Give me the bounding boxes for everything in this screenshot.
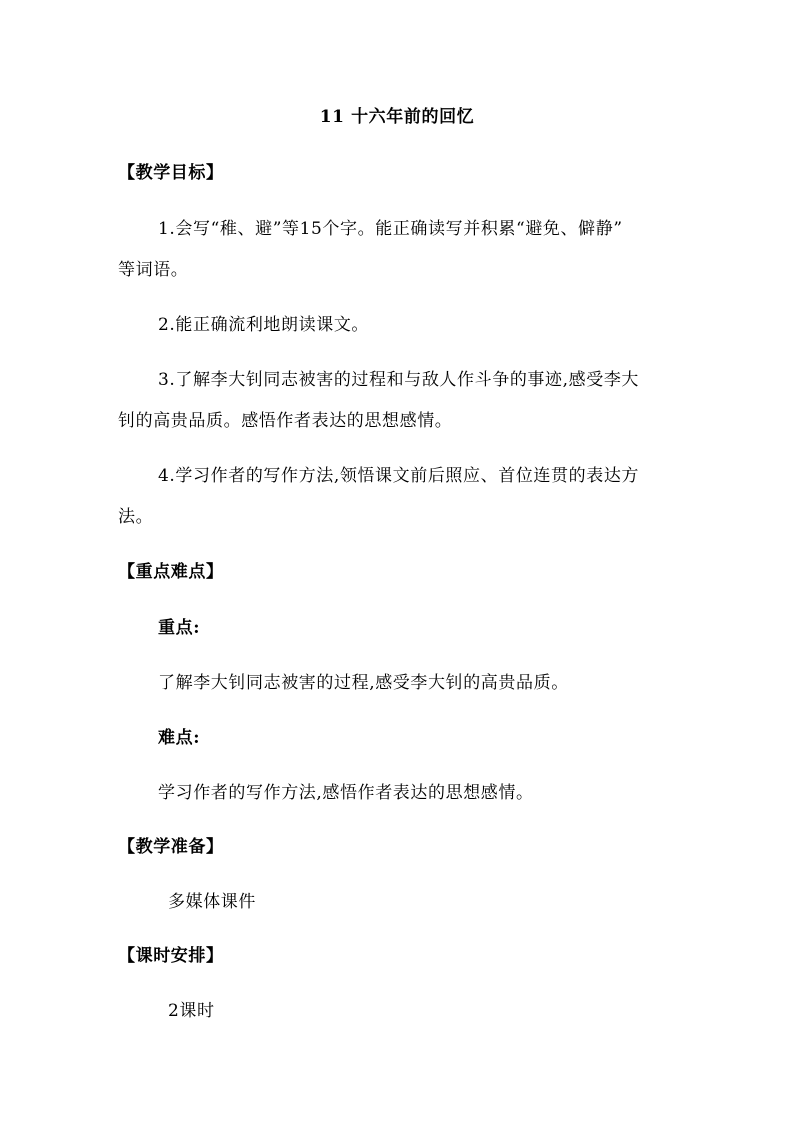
difficult-point-text: 学习作者的写作方法,感悟作者表达的思想感情。 bbox=[158, 783, 534, 803]
goal-item-4-line-1: 4.学习作者的写作方法,领悟课文前后照应、首位连贯的表达方 bbox=[158, 466, 640, 486]
section-heading-goals: 【教学目标】 bbox=[118, 163, 224, 183]
difficult-point-label: 难点: bbox=[158, 728, 201, 748]
section-heading-prep: 【教学准备】 bbox=[118, 837, 224, 857]
document-title: 11 十六年前的回忆 bbox=[319, 107, 475, 127]
section-heading-schedule: 【课时安排】 bbox=[118, 946, 224, 966]
key-point-label: 重点: bbox=[158, 618, 201, 638]
goal-item-3-line-2: 钊的高贵品质。感悟作者表达的思想感情。 bbox=[118, 411, 453, 431]
prep-text: 多媒体课件 bbox=[168, 892, 256, 912]
goal-item-2-line-1: 2.能正确流利地朗读课文。 bbox=[158, 315, 370, 335]
schedule-text: 2课时 bbox=[168, 1001, 215, 1021]
goal-item-3-line-1: 3.了解李大钊同志被害的过程和与敌人作斗争的事迹,感受李大 bbox=[158, 370, 640, 390]
goal-item-1-line-2: 等词语。 bbox=[118, 260, 189, 280]
key-point-text: 了解李大钊同志被害的过程,感受李大钊的高贵品质。 bbox=[158, 673, 569, 693]
goal-item-4-line-2: 法。 bbox=[118, 507, 154, 527]
goal-item-1-line-1: 1.会写“稚、避”等15个字。能正确读写并积累“避免、僻静” bbox=[158, 219, 623, 239]
section-heading-keypoints: 【重点难点】 bbox=[118, 562, 224, 582]
